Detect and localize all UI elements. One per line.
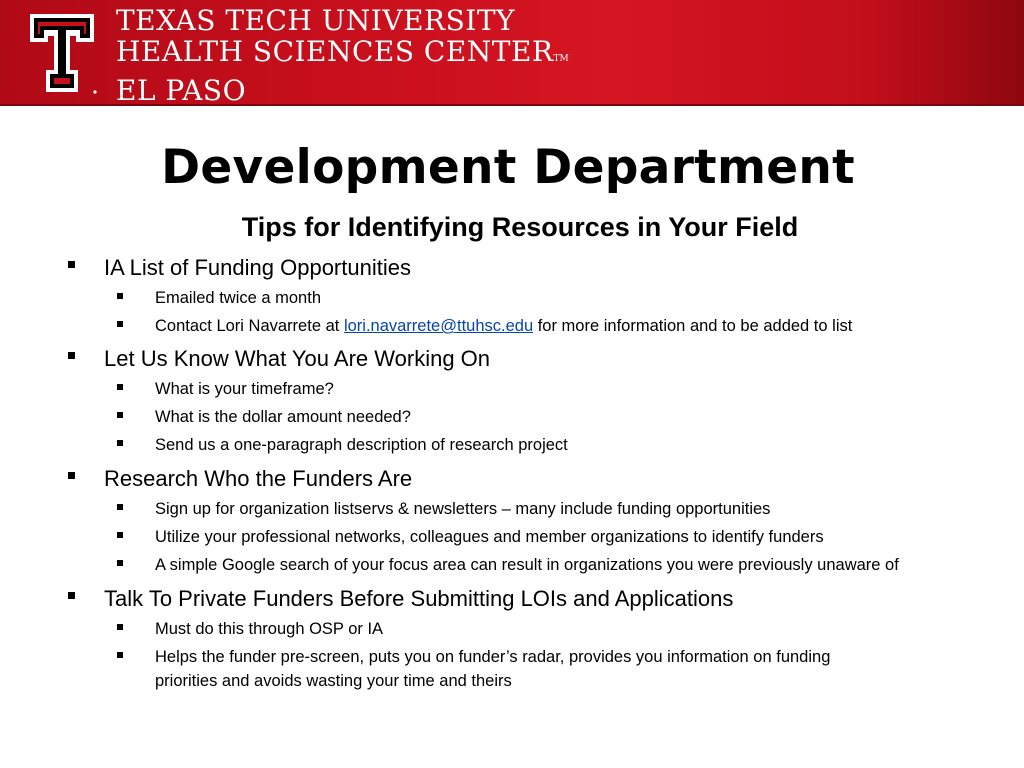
bullet-funding-opportunities: IA List of Funding Opportunities <box>104 255 411 280</box>
bullet-working-on: Let Us Know What You Are Working On <box>104 346 491 371</box>
sub-bullet-marker <box>117 440 123 446</box>
sub-bullet-marker <box>117 560 123 566</box>
sub-bullet-networks: Utilize your professional networks, colleagues and member organizations to identify funders <box>155 528 824 546</box>
sub-bullet-prescreen: Helps the funder pre-screen, puts you on funder’s radar, provides you information on funding <box>155 648 831 666</box>
sub-bullet-marker <box>117 412 123 418</box>
sub-bullet-marker <box>117 504 123 510</box>
slide-title: Development Department <box>161 140 855 195</box>
university-name-line-1: TEXAS TECH UNIVERSITY <box>116 4 516 37</box>
bullet-private-funders: Talk To Private Funders Before Submitting LOIs and Applications <box>104 586 734 611</box>
sub-bullet-prescreen-continued: priorities and avoids wasting your time and theirs <box>155 672 512 690</box>
university-name-line-3: EL PASO <box>116 74 247 107</box>
sub-bullet-osp-ia: Must do this through OSP or IA <box>155 620 384 638</box>
bullet-marker <box>68 592 75 599</box>
sub-bullet-marker <box>117 624 123 630</box>
sub-bullet-marker <box>117 384 123 390</box>
sub-bullet-marker <box>117 321 123 327</box>
contact-text: Contact Lori Navarrete at <box>155 317 340 335</box>
sub-bullet-description: Send us a one-paragraph description of research project <box>155 436 568 454</box>
bullet-marker <box>68 261 75 268</box>
university-name-line-2-text: HEALTH SCIENCES CENTER <box>116 35 554 68</box>
sub-bullet-google-search: A simple Google search of your focus area can result in organizations you were previously unaware of <box>155 556 899 574</box>
slide-subtitle: Tips for Identifying Resources in Your Field <box>241 212 799 242</box>
sub-bullet-marker <box>117 532 123 538</box>
email-link[interactable]: lori.navarrete@ttuhsc.edu <box>343 317 534 335</box>
sub-bullet-contact <box>155 314 852 338</box>
contact-text-tail: for more information and to be added to list <box>537 317 853 335</box>
sub-bullet-timeframe: What is your timeframe? <box>155 380 334 398</box>
sub-bullet-dollar-amount: What is the dollar amount needed? <box>155 408 411 426</box>
trademark-mark: TM <box>553 54 569 64</box>
sub-bullet-emailed: Emailed twice a month <box>155 289 321 307</box>
bullet-marker <box>68 352 75 359</box>
sub-bullet-marker <box>117 293 123 299</box>
sub-bullet-listservs: Sign up for organization listservs & newsletters – many include funding opportunities <box>155 500 771 518</box>
bullet-marker <box>68 472 75 479</box>
sub-bullet-marker <box>117 652 123 658</box>
bullet-research-funders: Research Who the Funders Are <box>104 466 413 491</box>
